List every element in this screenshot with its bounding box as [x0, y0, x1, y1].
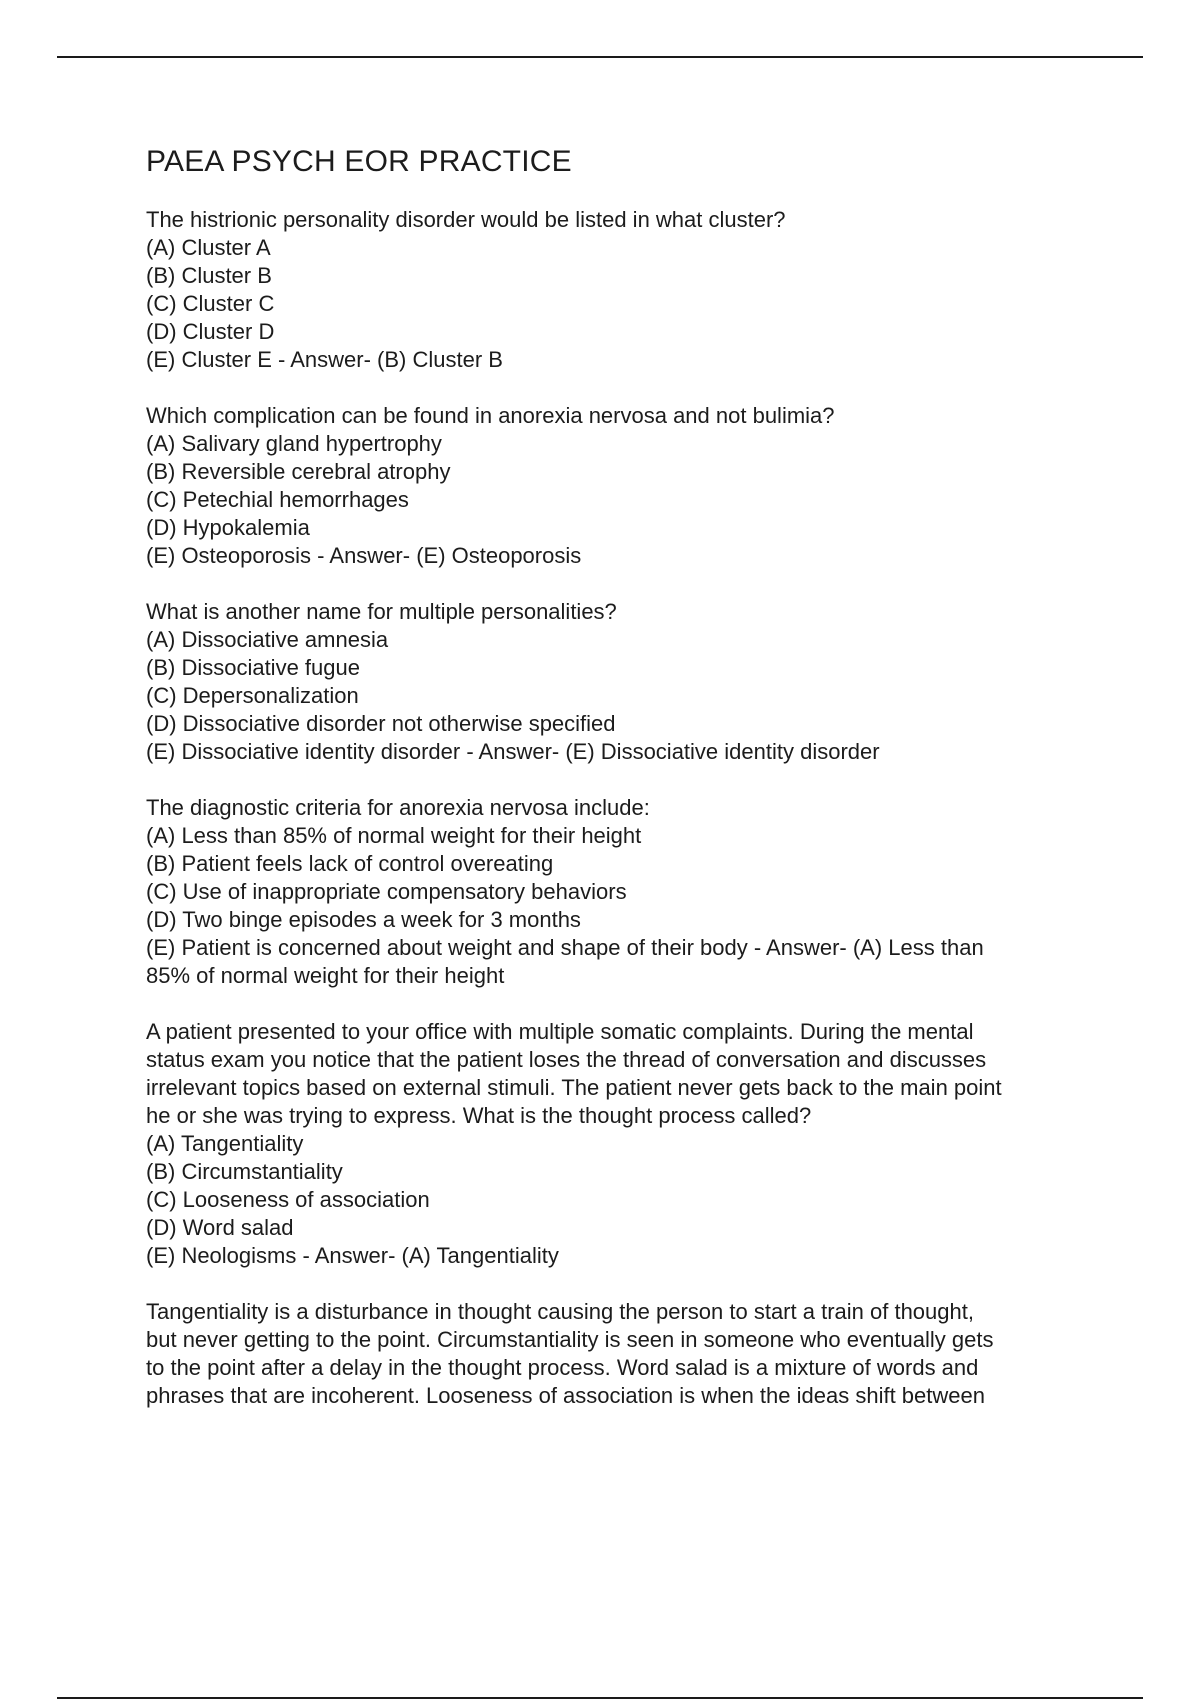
explanation-paragraph [146, 1298, 1096, 1410]
explanation-line: Tangentiality is a disturbance in thought causing the person to start a train of thought, [146, 1299, 974, 1324]
header-rule [57, 56, 1143, 58]
option-c: (C) Depersonalization [146, 683, 359, 708]
option-a: (A) Cluster A [146, 235, 271, 260]
option-b: (B) Patient feels lack of control overeating [146, 851, 554, 876]
option-c: (C) Cluster C [146, 291, 275, 316]
explanation-line: but never getting to the point. Circumstantiality is seen in someone who eventually gets [146, 1327, 994, 1352]
option-a: (A) Dissociative amnesia [146, 627, 389, 652]
option-b: (B) Cluster B [146, 263, 272, 288]
footer-rule [57, 1697, 1143, 1699]
page-title: PAEA PSYCH EOR PRACTICE [146, 145, 572, 178]
option-c: (C) Petechial hemorrhages [146, 487, 409, 512]
question-1 [146, 206, 1096, 374]
explanation-line: to the point after a delay in the thought process. Word salad is a mixture of words and [146, 1355, 979, 1380]
option-c: (C) Looseness of association [146, 1187, 430, 1212]
option-a: (A) Tangentiality [146, 1131, 304, 1156]
option-e-answer-continued: 85% of normal weight for their height [146, 963, 505, 988]
option-d: (D) Cluster D [146, 319, 275, 344]
option-b: (B) Circumstantiality [146, 1159, 343, 1184]
option-b: (B) Dissociative fugue [146, 655, 360, 680]
option-c: (C) Use of inappropriate compensatory behaviors [146, 879, 627, 904]
question-text: The diagnostic criteria for anorexia nervosa include: [146, 795, 650, 820]
option-e-answer: (E) Patient is concerned about weight and shape of their body - Answer- (A) Less than [146, 935, 984, 960]
option-e-answer: (E) Dissociative identity disorder - Answer- (E) Dissociative identity disorder [146, 739, 880, 764]
option-d: (D) Two binge episodes a week for 3 months [146, 907, 581, 932]
option-e-answer: (E) Cluster E - Answer- (B) Cluster B [146, 347, 503, 372]
question-2 [146, 402, 1096, 570]
question-text: A patient presented to your office with multiple somatic complaints. During the mental [146, 1019, 974, 1044]
question-text: Which complication can be found in anorexia nervosa and not bulimia? [146, 403, 835, 428]
question-text: irrelevant topics based on external stimuli. The patient never gets back to the main point [146, 1075, 1002, 1100]
option-d: (D) Hypokalemia [146, 515, 310, 540]
explanation-line: phrases that are incoherent. Looseness of association is when the ideas shift between [146, 1383, 985, 1408]
option-a: (A) Less than 85% of normal weight for their height [146, 823, 642, 848]
question-5 [146, 1018, 1096, 1270]
question-3 [146, 598, 1096, 766]
option-d: (D) Word salad [146, 1215, 294, 1240]
question-text: What is another name for multiple personalities? [146, 599, 617, 624]
option-d: (D) Dissociative disorder not otherwise specified [146, 711, 616, 736]
document-body [146, 140, 1096, 1410]
question-text: The histrionic personality disorder would be listed in what cluster? [146, 207, 786, 232]
option-e-answer: (E) Osteoporosis - Answer- (E) Osteoporosis [146, 543, 582, 568]
question-text: he or she was trying to express. What is the thought process called? [146, 1103, 812, 1128]
option-a: (A) Salivary gland hypertrophy [146, 431, 442, 456]
question-4 [146, 794, 1096, 990]
question-text: status exam you notice that the patient loses the thread of conversation and discusses [146, 1047, 987, 1072]
option-b: (B) Reversible cerebral atrophy [146, 459, 451, 484]
option-e-answer: (E) Neologisms - Answer- (A) Tangentiality [146, 1243, 559, 1268]
